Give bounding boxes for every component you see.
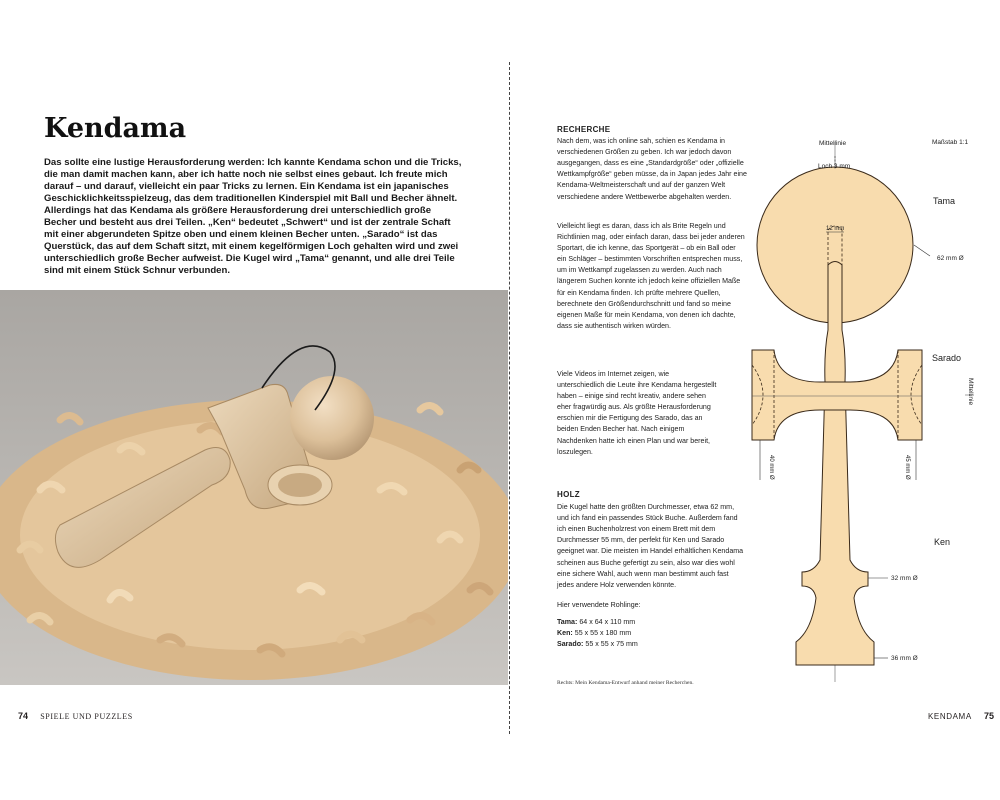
ken-lower-diameter: 36 mm Ø xyxy=(891,655,918,662)
cup-left-label: 40 mm Ø xyxy=(768,455,774,480)
page-title: Kendama xyxy=(44,113,187,144)
section-title-left: SPIELE UND PUZZLES xyxy=(40,712,133,721)
cup-right-label: 45 mm Ø xyxy=(904,455,910,480)
tama-depth-label: 12 mm xyxy=(826,226,845,232)
research-heading: RECHERCHE xyxy=(557,125,611,134)
wood-heading: HOLZ xyxy=(557,490,580,499)
blanks-list xyxy=(557,617,747,650)
right-folio xyxy=(928,711,994,721)
research-paragraph-3: Viele Videos im Internet zeigen, wie unterschiedlich die Leute ihre Kendama hergestellt haben – einige sind recht kreativ, andere sehen eher fragwürdig aus. Als größte Herausforderung erschien mir die Fertigung des Sarado, das an beiden Enden Becher hat. Nach einigem Nachdenken hatte ich einen Plan und war bereit, loszulegen. xyxy=(557,370,717,456)
research-paragraph-2-block xyxy=(557,221,747,332)
page-number-right: 75 xyxy=(984,711,995,721)
sarado-label: Sarado xyxy=(932,353,962,363)
blank-size: 55 x 55 x 75 mm xyxy=(585,640,638,649)
blank-name: Ken: xyxy=(557,629,573,638)
research-paragraph-1: Nach dem, was ich online sah, schien es Kendama in verschiedenen Größen zu geben. Ich war jedoch davon ausgegangen, dass es eine „Standardgröße“ oder „offizielle Wettkampfgröße“ geben müsse, da in Japan jedes Jahr eine Kendama-Weltmeisterschaft und auf der ganzen Welt verschiedene andere Wettbewerbe abgehalten werden. xyxy=(557,137,747,201)
research-paragraph-2: Vielleicht liegt es daran, dass ich als Brite Regeln und Richtlinien mag, oder einfach daran, dass bei jeder anderen Sportart, die ich kenne, das Sportgerät – ob ein Ball oder ein Schläger – bestimmten Vorschriften entsprechen muss, um im Wettkampf zugelassen zu werden. Auch nach längerem Suchen konnte ich jedoch keine offiziellen Maße für ein Kendama finden. Ich prüfte mehrere Quellen, berechnete den Größendurchschnitt und fand so meine eigenen Maße für mein Kendama, von denen ich dachte, dass sie authentisch wirken würden. xyxy=(557,222,745,330)
intro-paragraph: Das sollte eine lustige Herausforderung werden: Ich kannte Kendama schon und die Tricks, die man damit machen kann, aber ich hatte noch nie selbst eines gebaut. Ich freute mich darauf – und darauf, vielleicht ein paar Tricks zu lernen. Ein Kendama ist ein japanisches Geschicklichkeitsspielzeug, das dem traditionellen Kinderspiel mit Ball und Becher ähnelt. Allerdings hat das Kendama als größere Herausforderung drei unterschiedlich große Becher und besteht aus drei Teilen. „Ken“ bedeutet „Schwert“ und ist der zentrale Schaft mit einer abgerundeten Spitze oben und einem kleinen Becher unten. „Sarado“ ist das Querstück, das auf dem Schaft sitzt, mit einem kegelförmigen Loch gehalten wird und zwei unterschiedlich große Becher aufweist. Die Kugel wird „Tama“ genannt, und alle drei Teile sind mit einem Stück Schnur verbunden. xyxy=(44,157,462,276)
blank-name: Sarado: xyxy=(557,640,584,649)
center-line-side-label: Mittellinie xyxy=(967,378,974,406)
hole-label: Loch 3 mm xyxy=(818,163,851,170)
research-paragraph-3-block xyxy=(557,369,717,458)
blank-item xyxy=(557,639,747,650)
wood-paragraph: Die Kugel hatte den größten Durchmesser, etwa 62 mm, und ich fand ein passendes Stück Buche. Außerdem fand ich einen Buchenholzrest von einem Brett mit dem Durchmesser 55 mm, der perfekt für Ken und Sarado geeignet war. Die meisten im Handel erhältlichen Kendama scheinen aus Buche gefertigt zu sein, also war dies wohl eine sichere Wahl, auch wenn man bestimmt auch fast jedes andere Holz verwenden könnte. xyxy=(557,503,744,589)
section-title-right: KENDAMA xyxy=(928,712,972,721)
tama-diameter-label: 62 mm Ø xyxy=(937,255,964,262)
page-number-left: 74 xyxy=(18,711,29,721)
kendama-diagram xyxy=(740,120,995,690)
center-line-label: Mittellinie xyxy=(819,140,847,147)
wood-section xyxy=(557,489,747,650)
blank-item xyxy=(557,628,747,639)
blank-size: 64 x 64 x 110 mm xyxy=(579,617,636,626)
ken-shaft-shape xyxy=(796,262,874,666)
figure-caption: Rechts: Mein Kendama-Entwurf anhand meiner Recherchen. xyxy=(557,680,694,686)
ken-upper-diameter: 32 mm Ø xyxy=(891,575,918,582)
blanks-intro: Hier verwendete Rohlinge: xyxy=(557,600,641,609)
research-section xyxy=(557,124,747,203)
tama-label: Tama xyxy=(933,196,956,206)
scale-label: Maßstab 1:1 xyxy=(932,139,969,146)
ken-label: Ken xyxy=(934,537,951,547)
left-folio xyxy=(18,711,133,721)
page-gutter xyxy=(509,62,510,734)
blank-size: 55 x 55 x 180 mm xyxy=(574,629,632,638)
blank-item xyxy=(557,617,747,628)
kendama-photo xyxy=(0,290,508,685)
blank-name: Tama: xyxy=(557,617,578,626)
